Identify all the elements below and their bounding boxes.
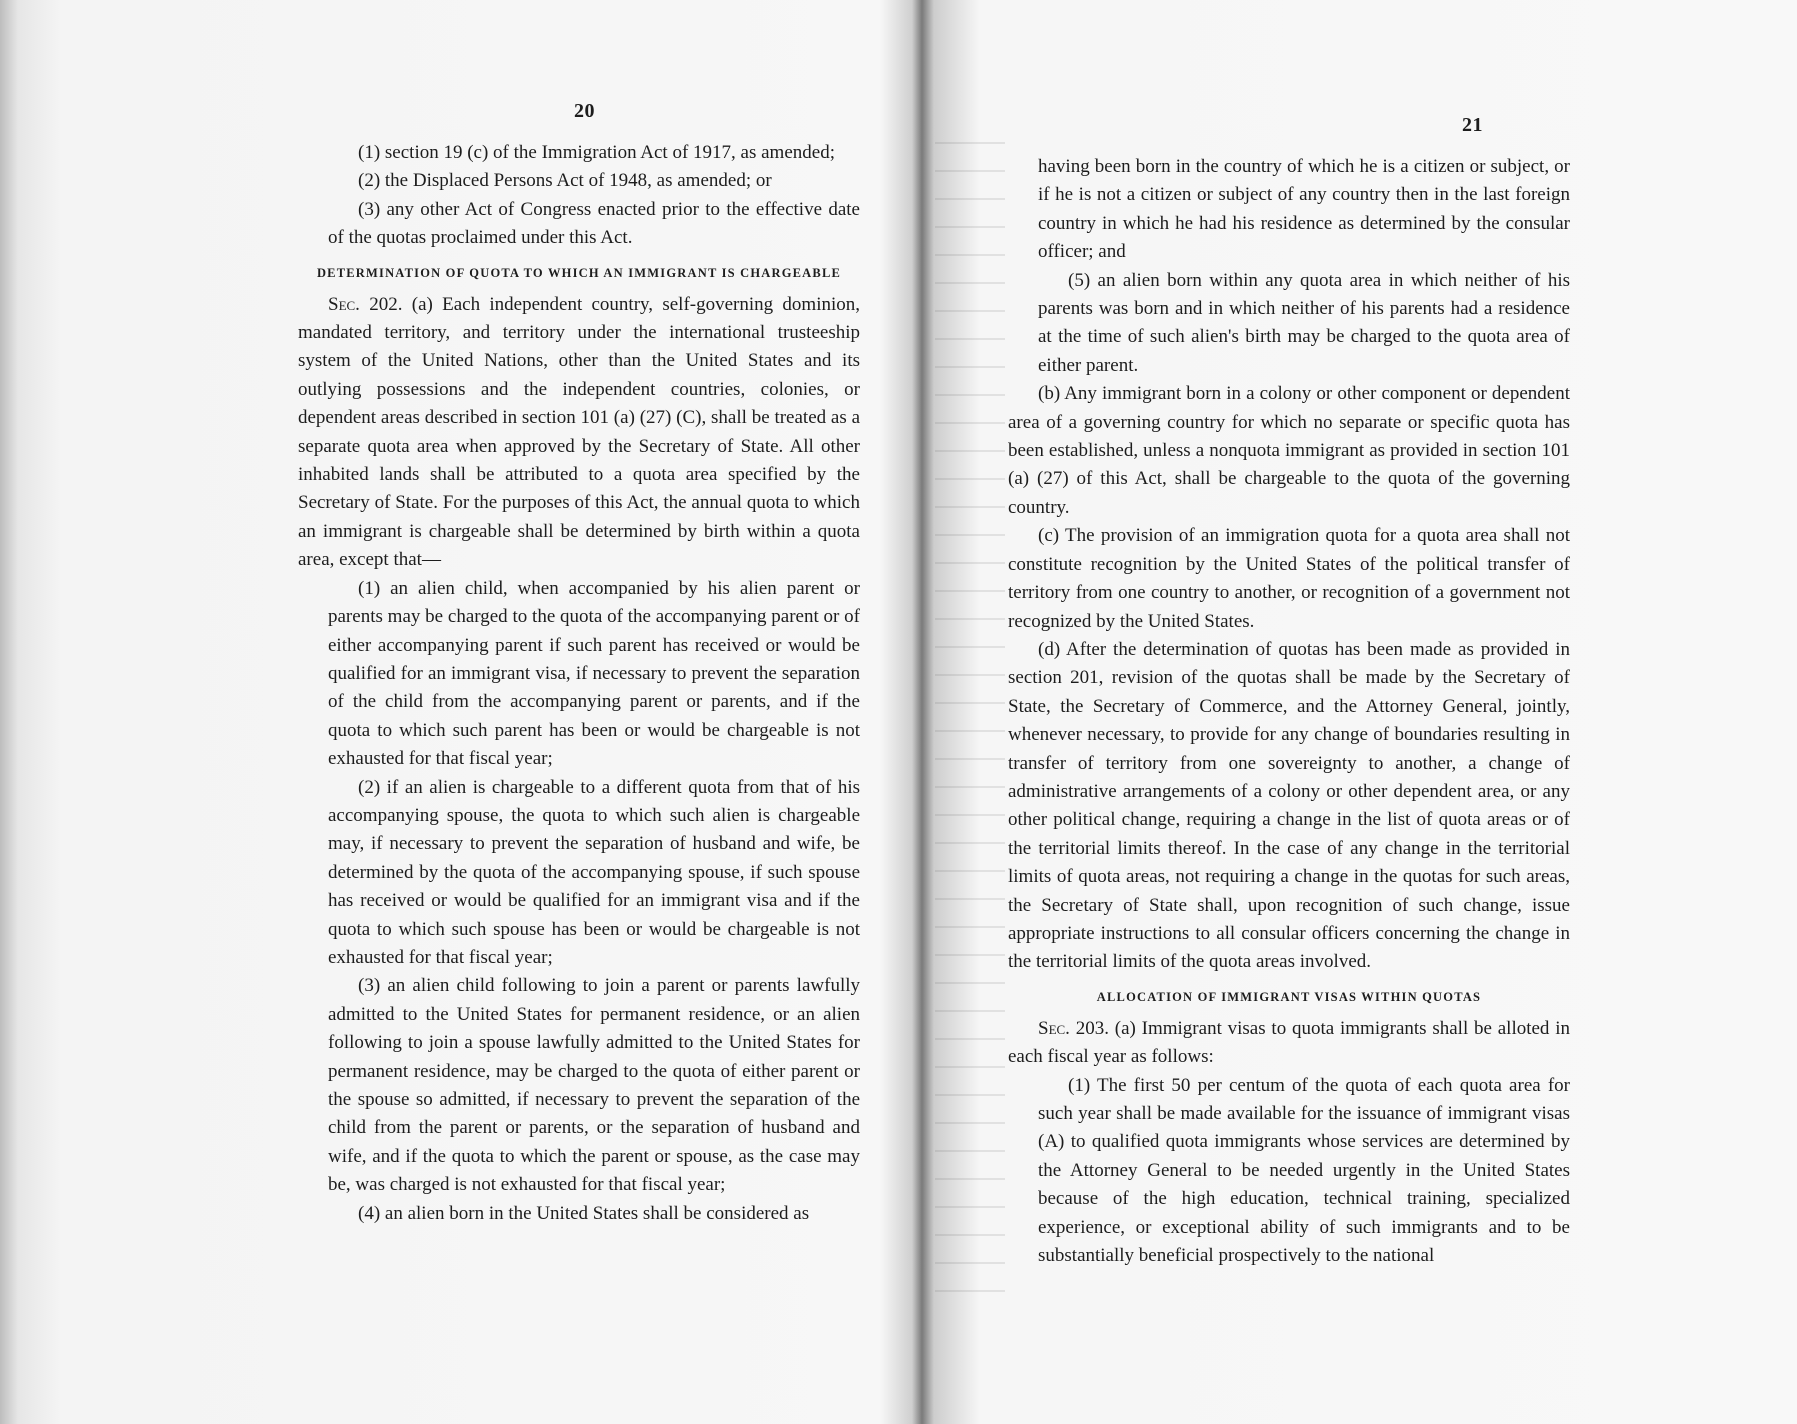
item-4-continued: having been born in the country of which he is a citizen or subject, or if he is not a citizen or subject of any country then in the last foreign country in which he had his residence as determined by the consular officer; and	[1038, 156, 1570, 263]
section-label: Sec.	[328, 293, 360, 315]
item-2: (2) if an alien is chargeable to a different quota from that of his accompanying spouse, the quota to which such alien is chargeable may, if necessary to prevent the separation of husband and wife, be determined by the quota of the accompanying spouse, if such spouse has received or would be qualified for an immigrant visa and if the quota to which such spouse has been or would be chargeable is not exhausted for that fiscal year;	[328, 776, 860, 968]
item-3: (3) an alien child following to join a parent or parents lawfully admitted to the United States for permanent residence, or an alien following to join a spouse lawfully admitted to the United States for permanent residence, may be charged to the quota of either parent or the spouse so admitted, if necessary to prevent the separation of the child from the parent or parents, or the separation of husband and wife, and if the quota to which the parent or spouse, as the case may be, was charged is not exhausted for that fiscal year;	[328, 975, 860, 1196]
section-203-a-text: 203. (a) Immigrant visas to quota immigrants shall be alloted in each fiscal year as follows:	[1008, 1017, 1570, 1068]
right-page	[935, 0, 1797, 1424]
paragraph-b: (b) Any immigrant born in a colony or other component or dependent area of a governing country for which no separate or specific quota has been established, unless a nonquota immigrant as provided in section 101 (a) (27) of this Act, shall be chargeable to the quota of the governing country.	[1008, 383, 1570, 518]
section-202-a-text: 202. (a) Each independent country, self-governing dominion, mandated territory, and territory under the international trusteeship system of the United Nations, other than the United States and its outlying possessions and the independent countries, colonies, or dependent areas described in section 101 (a) (27) (C), shall be treated as a separate quota area when approved by the Secretary of State. All other inhabited lands shall be attributed to a quota area specified by the Secretary of State. For the purposes of this Act, the annual quota to which an immigrant is chargeable shall be determined by birth within a quota area, except that—	[298, 293, 861, 571]
section-203-a	[1008, 1015, 1570, 1072]
section-heading: ALLOCATION OF IMMIGRANT VISAS WITHIN QUOTAS	[1096, 989, 1482, 1004]
item-1: (1) The first 50 per centum of the quota of each quota area for such year shall be made available for the issuance of immigrant visas (A) to qualified quota immigrants whose services are determined by the Attorney General to be needed urgently in the United States because of the high education, technical training, specialized experience, or exceptional ability of such immigrants and to be substantially beneficial prospectively to the national	[1038, 1074, 1570, 1267]
section-heading: DETERMINATION OF QUOTA TO WHICH AN IMMIGRANT IS CHARGEABLE	[316, 265, 842, 280]
clause-2: (2) the Displaced Persons Act of 1948, as amended; or	[358, 170, 772, 192]
item-1: (1) an alien child, when accompanied by his alien parent or parents may be charged to the quota of the accompanying parent or of either accompanying parent if such parent has received or would be qualified for an immigrant visa, if necessary to prevent the separation of the child from the accompanying parent or parents, and if the quota to which such parent has been or would be chargeable is not exhausted for that fiscal year;	[328, 577, 860, 770]
clause-1: (1) section 19 (c) of the Immigration Act of 1917, as amended;	[358, 142, 835, 163]
item-4: (4) an alien born in the United States shall be considered as	[358, 1202, 810, 1224]
page-text	[298, 139, 860, 1228]
page-text	[1008, 153, 1570, 1270]
paragraph-d: (d) After the determination of quotas has been made as provided in section 201, revision of the quotas shall be made by the Secretary of State, the Secretary of Commerce, and the Attorney General, jointly, whenever necessary, to provide for any change of boundaries resulting in transfer of territory from one sovereignty to another, a change of administrative arrangements of a colony or other dependent area, or any other political change, requiring a change in the list of quota areas or of the territorial limits thereof. In the case of any change in the territorial limits of quota areas, not requiring a change in the quotas for such areas, the Secretary of State shall, upon recognition of such change, issue appropriate instructions to all consular officers concerning the change in the territorial limits of the quota areas involved.	[1008, 638, 1570, 973]
item-5: (5) an alien born within any quota area in which neither of his parents was born and in which neither of his parents had a residence at the time of such alien's birth may be charged to the quota area of either parent.	[1038, 269, 1570, 376]
show-through-shadow	[935, 120, 1005, 1300]
section-label: Sec.	[1038, 1017, 1070, 1039]
page-number: 20	[574, 100, 595, 122]
page-number: 21	[1462, 114, 1483, 136]
paragraph-c: (c) The provision of an immigration quota for a quota area shall not constitute recognition by the United States of the political transfer of territory from one country to another, or recognition of a government not recognized by the United States.	[1008, 525, 1570, 632]
section-202-a	[298, 291, 860, 575]
clause-3: (3) any other Act of Congress enacted prior to the effective date of the quotas proclaimed under this Act.	[328, 198, 860, 249]
